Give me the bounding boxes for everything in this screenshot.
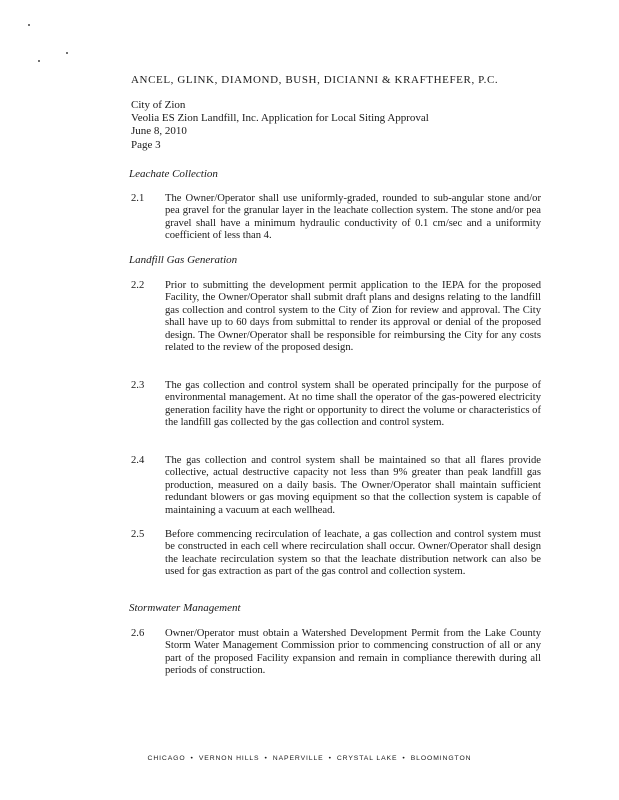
scan-speck bbox=[66, 52, 68, 54]
page-number: Page 3 bbox=[131, 138, 161, 151]
office-location: CRYSTAL LAKE bbox=[336, 755, 398, 762]
condition-number: 2.6 bbox=[131, 628, 145, 639]
condition-item bbox=[131, 628, 541, 678]
office-location: NAPERVILLE bbox=[272, 755, 324, 762]
scan-speck bbox=[28, 24, 30, 26]
office-location: VERNON HILLS bbox=[198, 755, 260, 762]
section-heading-landfill-gas: Landfill Gas Generation bbox=[129, 254, 238, 266]
footer-separator: • bbox=[328, 755, 332, 762]
recipient-line: City of Zion bbox=[131, 99, 186, 111]
footer-separator: • bbox=[190, 755, 194, 762]
condition-item bbox=[131, 455, 541, 517]
condition-item bbox=[131, 280, 541, 354]
condition-item bbox=[131, 380, 541, 430]
footer-separator: • bbox=[264, 755, 268, 762]
condition-number: 2.5 bbox=[131, 529, 145, 540]
condition-text: Before commencing recirculation of leachate, a gas collection and control system must be constructed in each cell where recirculation shall occur. Owner/Operator shall design the leachate recirculation system so that the leachate distribution network can also be used for gas extraction as part of the gas control and collection system. bbox=[165, 529, 541, 578]
condition-text: The gas collection and control system shall be operated principally for the purpose of environmental management. At no time shall the operator of the gas-powered electricity generation facility have the right or opportunity to direct the volume or characteristics of the landfill gas collected by the gas collection and control system. bbox=[165, 380, 541, 429]
section-heading-leachate: Leachate Collection bbox=[129, 168, 218, 180]
office-locations-footer bbox=[0, 755, 619, 762]
footer-separator: • bbox=[402, 755, 406, 762]
condition-number: 2.2 bbox=[131, 280, 145, 291]
condition-text: The gas collection and control system shall be maintained so that all flares provide collective, actual destructive capacity not less than 9% greater than peak landfill gas production, measured on a daily basis. The Owner/Operator shall maintain sufficient redundant blowers or gas moving equipment so that the collection system is capable of maintaining a vacuum at each wellhead. bbox=[165, 455, 541, 516]
firm-name-header: ANCEL, GLINK, DIAMOND, BUSH, DICIANNI & KRAFTHEFER, P.C. bbox=[131, 74, 499, 86]
condition-item bbox=[131, 529, 541, 579]
scan-speck bbox=[38, 60, 40, 62]
condition-text: Owner/Operator must obtain a Watershed Development Permit from the Lake County Storm Water Management Commission prior to commencing construction of all or any part of the proposed Facility expansion and remain in compliance therewith during all periods of construction. bbox=[165, 628, 541, 677]
condition-number: 2.1 bbox=[131, 193, 145, 204]
subject-line: Veolia ES Zion Landfill, Inc. Application for Local Siting Approval bbox=[131, 112, 429, 125]
section-heading-stormwater: Stormwater Management bbox=[129, 602, 241, 614]
condition-text: The Owner/Operator shall use uniformly-graded, rounded to sub-angular stone and/or pea gravel for the granular layer in the leachate collection system. The stone and/or pea gravel shall have a minimum hydraulic conductivity of 0.1 cm/sec and a uniformity coefficient of less than 4. bbox=[165, 193, 541, 242]
office-location: BLOOMINGTON bbox=[410, 755, 472, 762]
condition-number: 2.3 bbox=[131, 380, 145, 391]
office-location: CHICAGO bbox=[147, 755, 186, 762]
condition-text: Prior to submitting the development permit application to the IEPA for the proposed Facility, the Owner/Operator shall submit draft plans and designs relating to the landfill gas collection and control system to the City of Zion for review and approval. The City shall have up to 60 days from submittal to render its approval or denial of the proposed design. The Owner/Operator shall be responsible for reimbursing the City for any costs related to the review of the proposed design. bbox=[165, 280, 541, 354]
address-block bbox=[131, 99, 429, 152]
condition-number: 2.4 bbox=[131, 455, 145, 466]
date-line: June 8, 2010 bbox=[131, 125, 187, 138]
condition-item bbox=[131, 193, 541, 243]
